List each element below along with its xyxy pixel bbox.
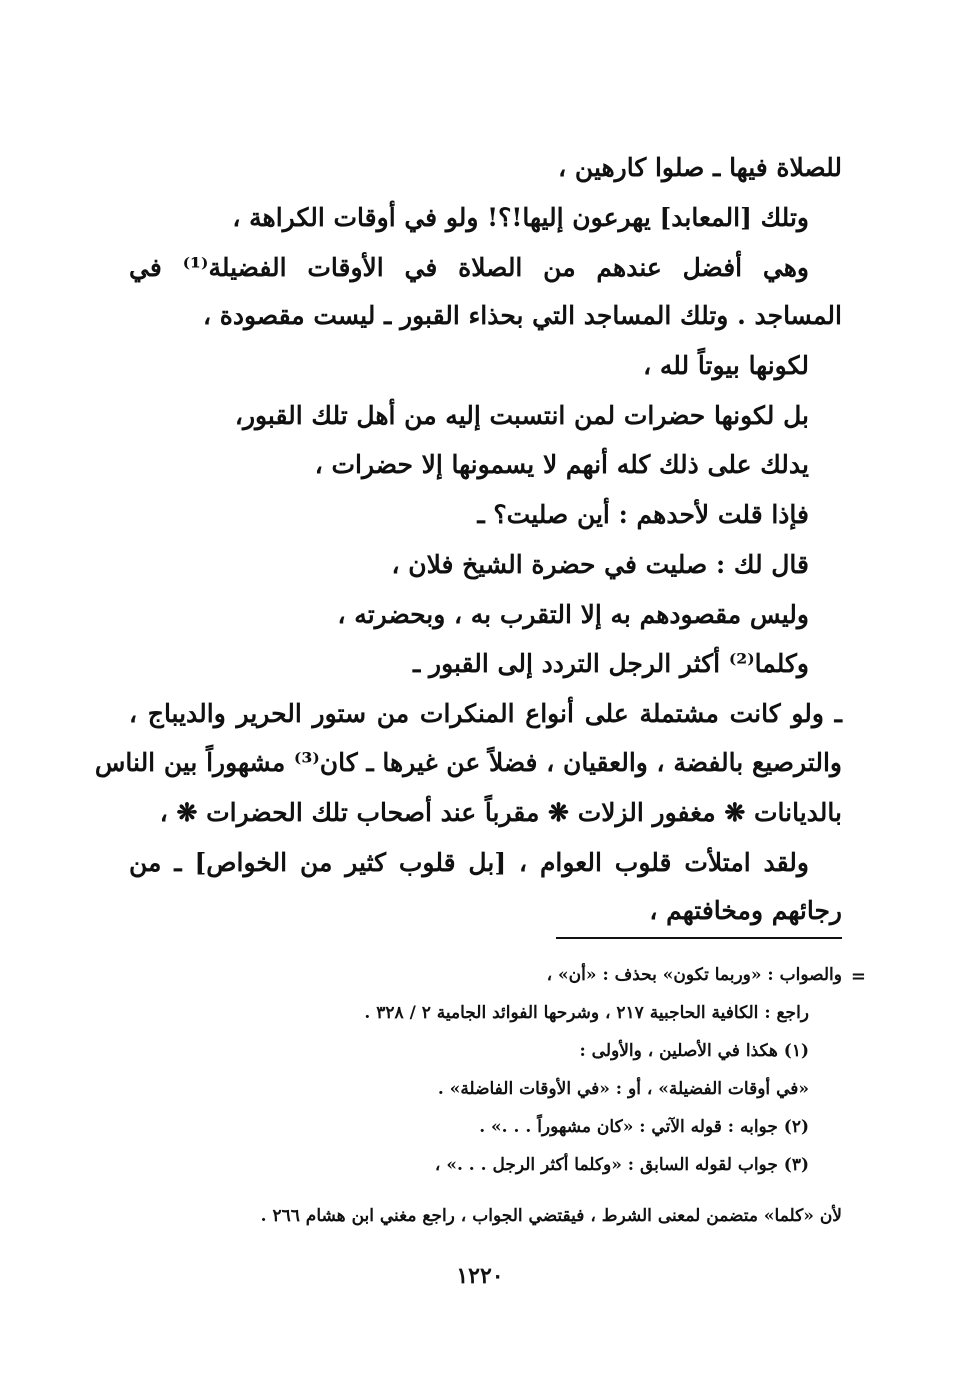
text-line: رجائهم ومخافتهم ، <box>649 896 842 925</box>
text-line: وليس مقصودهم به إلا التقرب به ، وبحضرته ، <box>337 600 809 629</box>
text-line: قال لك : صليت في حضرة الشيخ فلان ، <box>391 550 809 579</box>
footnote-line: (٢) جوابه : قوله الآتي : «كان مشهوراً . . .» . <box>479 1117 809 1137</box>
footnote-line: والصواب : «وربما تكون» بحذف : «أن» ، <box>546 965 842 985</box>
text-line: المساجد . وتلك المساجد التي بحذاء القبور ـ ليست مقصودة ، <box>202 301 842 330</box>
text-line: ولقد امتلأت قلوب العوام ، [بل قلوب كثير من الخواص] ـ من <box>129 848 809 877</box>
footnote-line: (١) هكذا في الأصلين ، والأولى : <box>579 1041 809 1061</box>
footnote-separator <box>556 937 842 939</box>
text-line: وكلما⁽²⁾ أكثر الرجل التردد إلى القبور ـ <box>413 649 809 678</box>
text-line: بل لكونها حضرات لمن انتسبت إليه من أهل تلك القبور، <box>234 401 809 430</box>
footnote-line: «في أوقات الفضيلة» ، أو : «في الأوقات الفاضلة» . <box>437 1079 809 1099</box>
page-number: ١٢٢٠ <box>456 1263 504 1289</box>
text-line: وهي أفضل عندهم من الصلاة في الأوقات الفضيلة⁽¹⁾ في <box>129 253 809 282</box>
text-line: بالديانات ❋ مغفور الزلات ❋ مقرباً عند أصحاب تلك الحضرات ❋ ، <box>159 798 842 827</box>
text-line: للصلاة فيها ـ صلوا كارهين ، <box>558 153 842 182</box>
text-line: لكونها بيوتاً لله ، <box>643 351 809 380</box>
footnote-line: (٣) جواب لقوله السابق : «وكلما أكثر الرجل . . .» ، <box>434 1155 809 1175</box>
text-line: يدلك على ذلك كله أنهم لا يسمونها إلا حضرات ، <box>314 450 809 479</box>
text-line: والترصيع بالفضة ، والعقيان ، فضلاً عن غيرها ـ كان⁽³⁾ مشهوراً بين الناس <box>94 748 842 777</box>
footnote-line: راجع : الكافية الحاجبية ٢١٧ ، وشرحها الفوائد الجامية ٢ / ٣٢٨ . <box>364 1003 809 1023</box>
text-line: ـ ولو كانت مشتملة على أنواع المنكرات من ستور الحرير والديباج ، <box>129 699 842 728</box>
text-line: وتلك [المعابد] يهرعون إليها!؟! ولو في أوقات الكراهة ، <box>232 203 809 232</box>
footnote-continuation-mark: = <box>850 966 866 987</box>
footnote-line: لأن «كلما» متضمن لمعنى الشرط ، فيقتضي الجواب ، راجع مغني ابن هشام ٢٦٦ . <box>260 1206 842 1226</box>
text-line: فإذا قلت لأحدهم : أين صليت؟ ـ <box>477 500 809 529</box>
